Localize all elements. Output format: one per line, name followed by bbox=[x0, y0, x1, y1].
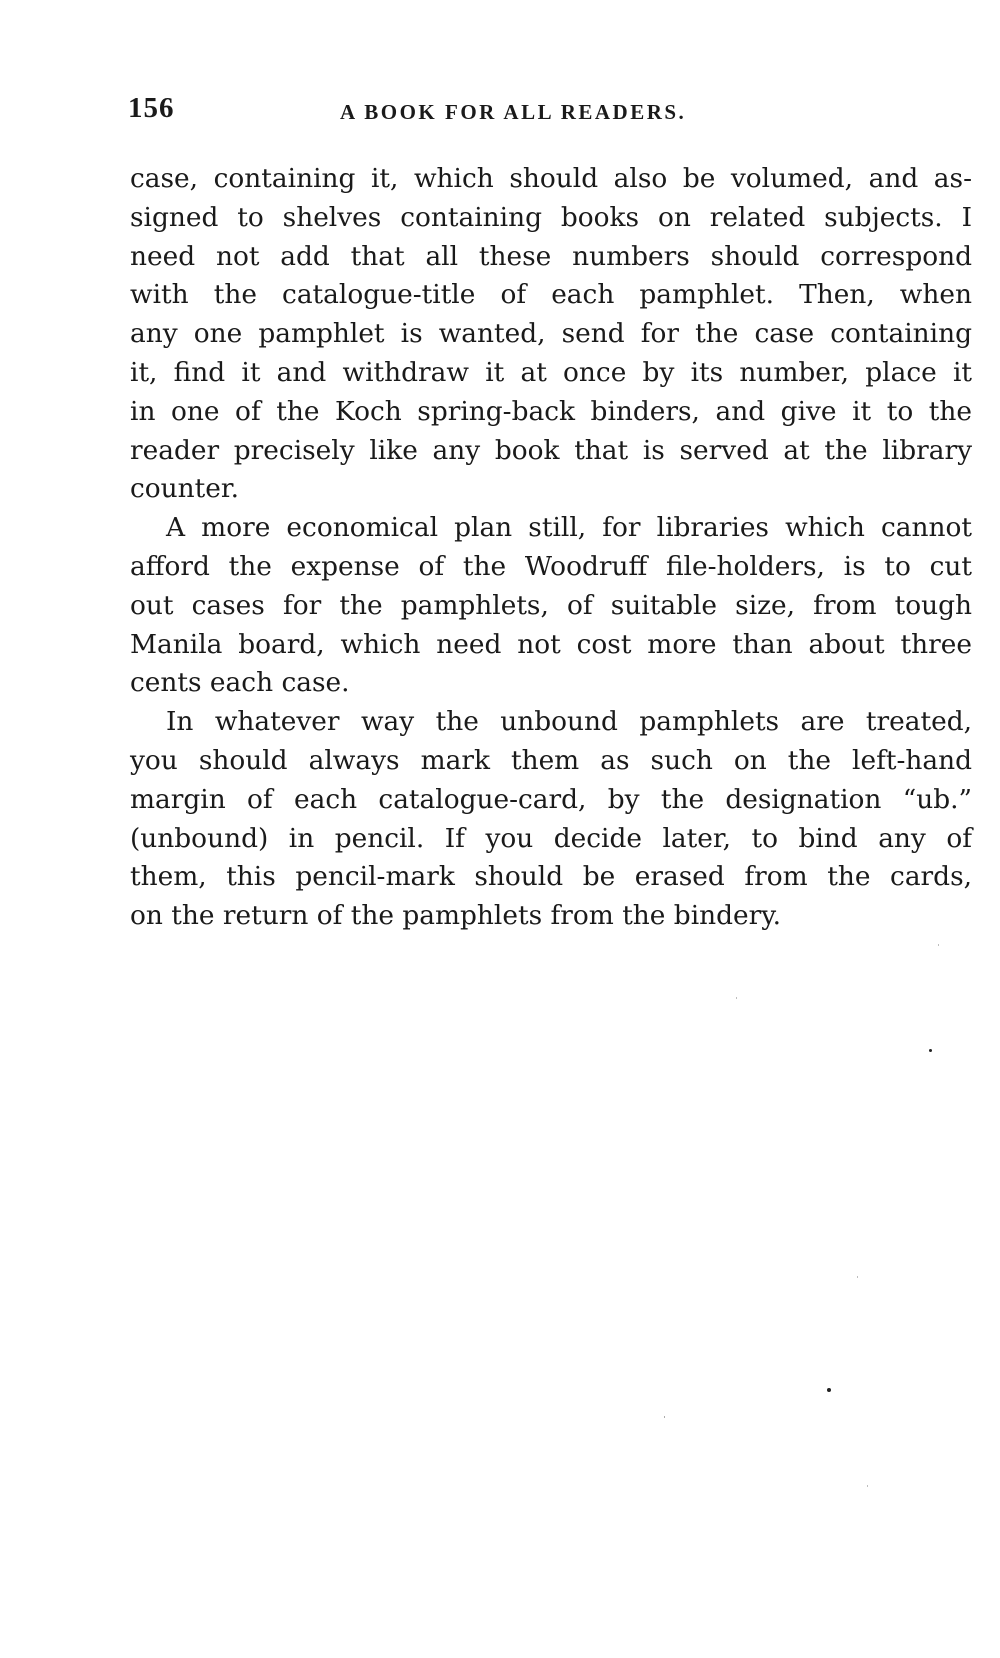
text-line: cents each case. bbox=[130, 667, 350, 699]
paragraph-3 bbox=[130, 703, 972, 936]
text-line: on the return of the pamphlets from the bindery. bbox=[130, 900, 782, 932]
text-line: them, this pencil-mark should be erased from the cards, bbox=[130, 861, 972, 893]
text-line: any one pamphlet is wanted, send for the case containing bbox=[130, 318, 972, 350]
text-line: A more economical plan still, for libraries which cannot bbox=[166, 512, 972, 544]
text-line: signed to shelves containing books on related subjects. I bbox=[130, 201, 972, 233]
text-line: margin of each catalogue-card, by the designation “ub.” bbox=[130, 783, 972, 815]
text-line: reader precisely like any book that is served at the library bbox=[130, 434, 972, 466]
scan-speck bbox=[857, 1276, 858, 1278]
scan-speck bbox=[664, 1416, 665, 1418]
text-line: counter. bbox=[130, 473, 239, 505]
text-line: you should always mark them as such on the left-hand bbox=[130, 744, 972, 776]
paragraph-2 bbox=[130, 509, 972, 703]
text-line: Manila board, which need not cost more than about three bbox=[130, 628, 972, 660]
scan-speck bbox=[827, 1388, 831, 1392]
text-line: afford the expense of the Woodruff file-holders, is to cut bbox=[130, 550, 972, 582]
text-line: need not add that all these numbers should correspond bbox=[130, 240, 972, 272]
scan-speck bbox=[938, 944, 939, 946]
page-number: 156 bbox=[128, 92, 175, 124]
body-text bbox=[130, 160, 972, 936]
text-line: case, containing it, which should also be volumed, and as- bbox=[130, 163, 972, 194]
scan-speck bbox=[867, 1485, 868, 1487]
scan-speck bbox=[929, 1049, 932, 1052]
running-title: A BOOK FOR ALL READERS. bbox=[340, 100, 687, 124]
text-line: with the catalogue-title of each pamphlet. Then, when bbox=[130, 279, 972, 311]
text-line: in one of the Koch spring-back binders, and give it to the bbox=[130, 395, 972, 427]
text-line: (unbound) in pencil. If you decide later, to bind any of bbox=[130, 822, 972, 854]
text-line: out cases for the pamphlets, of suitable size, from tough bbox=[130, 589, 972, 621]
text-line: In whatever way the unbound pamphlets are treated, bbox=[166, 706, 972, 738]
running-head bbox=[128, 92, 968, 132]
scan-speck bbox=[736, 997, 737, 999]
text-line: it, find it and withdraw it at once by its number, place it bbox=[130, 356, 972, 388]
paragraph-1 bbox=[130, 160, 972, 509]
